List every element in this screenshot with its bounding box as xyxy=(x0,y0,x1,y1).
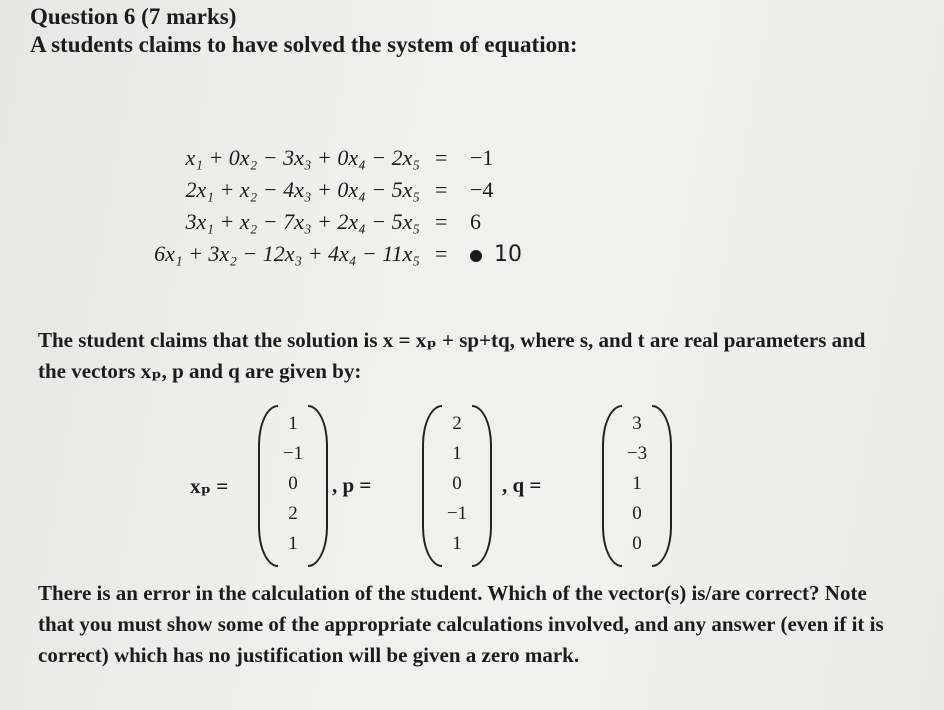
vector-entry: 3 xyxy=(632,413,642,434)
equation-lhs: 2x₁ + x₂ − 4x₃ + 0x₄ − 5x₅ xyxy=(185,177,420,202)
right-paren-icon xyxy=(308,405,328,567)
p-label: , p = xyxy=(332,473,372,497)
vector-entry: 2 xyxy=(452,413,462,434)
equation-lhs: 6x₁ + 3x₂ − 12x₃ + 4x₄ − 11x₅ xyxy=(154,241,420,266)
equals-sign: = xyxy=(435,209,448,234)
vector-entry: 2 xyxy=(288,503,298,524)
equation-row-1 xyxy=(150,145,770,177)
xp-vector xyxy=(258,405,328,565)
claim-text: The student claims that the solution is x = xₚ + sp+tq, where s, and t are real parameters and the vectors xₚ, p and q are given by: xyxy=(38,328,866,383)
question-prompt: A students claims to have solved the system of equation: xyxy=(30,32,578,57)
q-vector xyxy=(602,405,672,565)
vector-entry: 1 xyxy=(452,533,462,554)
xp-label: xₚ = xyxy=(190,474,229,498)
equation-rhs: 6 xyxy=(470,209,481,234)
equation-row-4 xyxy=(150,241,770,273)
question-text: There is an error in the calculation of the student. Which of the vector(s) is/are correct? Note that you must show some of the appropriate calculations involved, and any answer (even if it is correct) which has no justification will be given a zero mark. xyxy=(38,581,884,667)
equation-system xyxy=(150,145,770,273)
equation-lhs: 3x₁ + x₂ − 7x₃ + 2x₄ − 5x₅ xyxy=(185,209,420,234)
ink-blot-icon xyxy=(470,250,482,262)
right-paren-icon xyxy=(652,405,672,567)
vector-entry: 1 xyxy=(632,473,642,494)
equals-sign: = xyxy=(435,241,448,266)
vector-entry: 0 xyxy=(452,473,462,494)
equals-sign: = xyxy=(435,145,448,170)
vector-entry: 0 xyxy=(288,473,298,494)
equation-lhs: x₁ + 0x₂ − 3x₃ + 0x₄ − 2x₅ xyxy=(185,145,420,170)
vector-entry: 0 xyxy=(632,533,642,554)
vector-entry: 1 xyxy=(452,443,462,464)
vector-entry: −1 xyxy=(282,443,304,464)
equals-sign: = xyxy=(435,177,448,202)
vector-entry: 1 xyxy=(288,533,298,554)
vectors-row xyxy=(190,405,710,570)
question-title: Question 6 (7 marks) xyxy=(30,4,237,29)
equation-rhs: −1 xyxy=(470,145,494,170)
handwritten-value: 10 xyxy=(494,242,522,267)
equation-row-3 xyxy=(150,209,770,241)
right-paren-icon xyxy=(472,405,492,567)
p-vector xyxy=(422,405,492,565)
equation-rhs-handwritten xyxy=(470,241,522,267)
equation-rhs: −4 xyxy=(470,177,494,202)
left-paren-icon xyxy=(258,405,278,567)
equation-row-2 xyxy=(150,177,770,209)
left-paren-icon xyxy=(422,405,442,567)
vector-entry: −3 xyxy=(626,443,648,464)
left-paren-icon xyxy=(602,405,622,567)
vector-entry: −1 xyxy=(446,503,468,524)
q-label: , q = xyxy=(502,473,542,497)
vector-entry: 0 xyxy=(632,503,642,524)
vector-entry: 1 xyxy=(288,413,298,434)
